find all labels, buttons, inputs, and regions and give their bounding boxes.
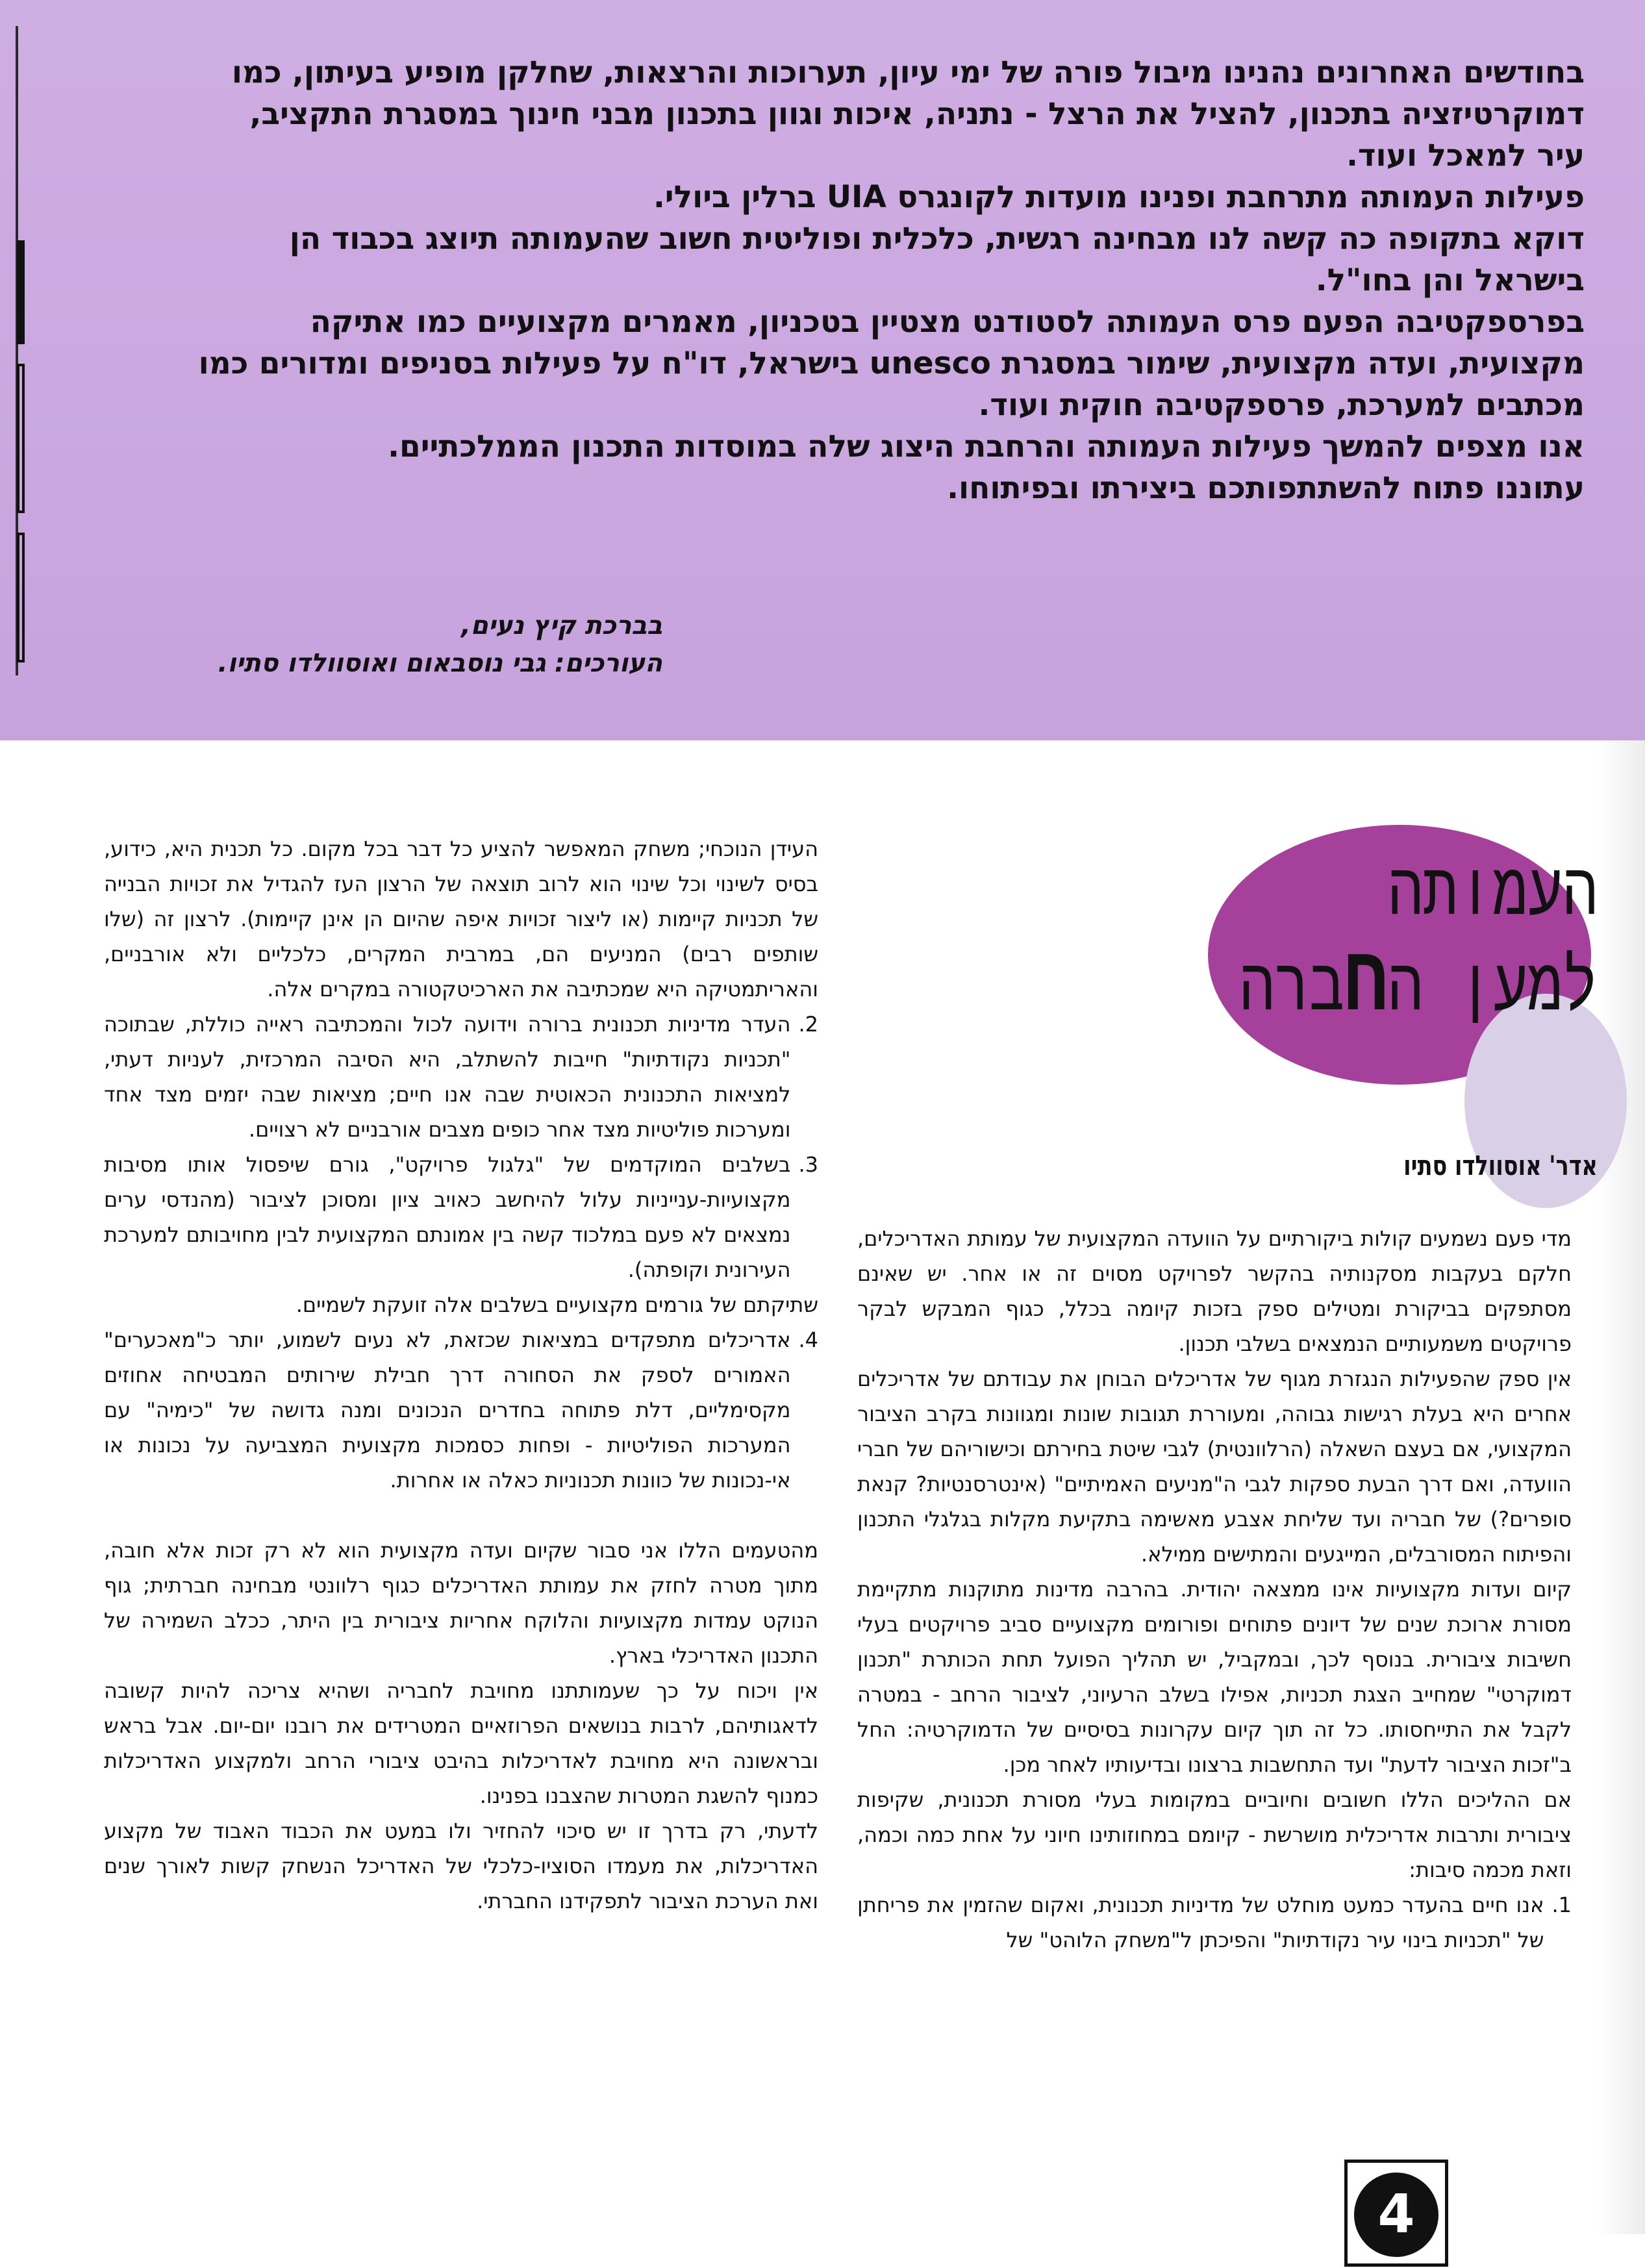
headline-part: למען ה bbox=[1388, 942, 1598, 1027]
editorial-paragraph: אנו מצפים להמשך פעילות העמותה והרחבת היצוג שלה במוסדות התכנון הממלכתיים. bbox=[388, 429, 1585, 464]
numbered-item bbox=[857, 1887, 1572, 1958]
article-paragraph: לדעתי, רק בדרך זו יש סיכוי להחזיר ולו במעט את הכבוד האבוד של מקצוע האדריכלות, את מעמדו הסוציו-כלכלי של האדריכל הנשחק קשות לאורך שנים ואת הערכת הציבור לתפקידנו החברתי. bbox=[104, 1819, 818, 1913]
article-column-left bbox=[104, 831, 818, 1919]
editorial-paragraph: בחודשים האחרונים נהנינו מיבול פורה של ימי עיון, תערוכות והרצאות, שחלקן מופיע בעיתון, כמו דמוקרטיזציה בתכנון, להציל את הרצל - נתניה, איכות וגוון בתכנון מבני חינוך במסגרת התקציב, עיר למאכל ועוד. bbox=[231, 55, 1585, 173]
item-number: 2. bbox=[798, 1012, 818, 1037]
article-paragraph: אם ההליכים הללו חשובים וחיוביים במקומות בעלי מסורת תכנונית, שקיפות ציבורית ותרבות אדריכלית מושרשת - קיומם במחוזותינו חיוני על אחת כמה וכמה, וזאת מכמה סיבות: bbox=[857, 1787, 1572, 1882]
editorial-band bbox=[0, 0, 1645, 740]
vertical-title-decoration bbox=[16, 26, 38, 675]
editorial-signature bbox=[195, 607, 662, 683]
item-number: 1. bbox=[1551, 1893, 1572, 1917]
editorial-paragraph: פעילות העמותה מתרחבת ופנינו מועדות לקונגרס UIA ברלין ביולי. bbox=[653, 179, 1585, 215]
page-number: 4 bbox=[1354, 2173, 1438, 2257]
article-paragraph: אין ספק שהפעילות הנגזרת מגוף של אדריכלים הבוחן את עבודתם של אדריכלים אחרים היא בעלת רגישות גבוהה, ומעוררת תגובות שונות ומגוונות בקרב הציבור המקצועי, אם בעצם השאלה (הרלוונטית) לגבי שיטת בחירתם וכישוריהם של חברי הוועדה, ואם דרך הבעת ספקות לגבי ה"מניעים האמיתיים" (אינטרסנטיות? קנאת סופרים?) של חבריה ועד שליחת אצבע מאשימה בתקיעת מקלות בגלגלי התכנון והפיתוח המסורבלים, המייגעים והמתישים ממילא. bbox=[857, 1367, 1572, 1567]
item-number: 3. bbox=[798, 1152, 818, 1177]
headline-line-2 bbox=[1172, 926, 1598, 1031]
decor-bar bbox=[17, 533, 25, 662]
headline-big-letter: ח bbox=[1344, 926, 1388, 1031]
article-paragraph: אין ויכוח על כך שעמותתנו מחויבת לחבריה ושהיא צריכה להיות קשובה לדאגותיהם, לרבות בנושאים הפרוזאיים המטרידים את רובנו יום-יום. אבל בראש ובראשונה היא מחויבת לאדריכלות בהיבט ציבורי הרחב ולמקצוע האדריכלות כמנוף להשגת המטרות שהצבנו בפנינו. bbox=[104, 1678, 818, 1808]
decor-bar bbox=[17, 240, 25, 344]
item-continuation: העידן הנוכחי; משחק המאפשר להציע כל דבר בכל מקום. כל תכנית היא, כידוע, בסיס לשינוי וכל שינוי הוא לרוב תוצאה של הרצון העז להגדיל את זכויות הבנייה של תכניות קיימות (או ליצור זכויות איפה שהיום הן אינן קיימות). לרצון זה (שלו שותפים רבים) המניעים הם, במרבית המקרים, כלכליים ולא אורבניים, והאריתמטיקה היא שמכתיבה את הארכיטקטורה במקרים אלה. bbox=[104, 837, 818, 1002]
article-paragraph: מהטעמים הללו אני סבור שקיום ועדה מקצועית הוא לא רק זכות אלא חובה, מתוך מטרה לחזק את עמותת האדריכלים כגוף רלוונטי מבחינה חברתית; גוף הנוקט עמדות מקצועיות והלוקח אחריות ציבורית בין היתר, ככלב השמירה של התכנון האדריכלי בארץ. bbox=[104, 1538, 818, 1668]
numbered-item bbox=[104, 1007, 818, 1147]
article-paragraph: מדי פעם נשמעים קולות ביקורתיים על הוועדה המקצועית של עמותת האדריכלים, חלקם בעקבות מסקנותיה בהקשר לפרויקט מסוים זה או אחר. יש שאינם מסתפקים בביקורת ומטילים ספק בזכות קיומה בכלל, כגוף המבקש לבקר פרויקטים משמעותיים הנמצאים בשלבי תכנון. bbox=[857, 1226, 1572, 1356]
item-text: אנו חיים בהעדר כמעט מוחלט של מדיניות תכנונית, ואקום שהזמין את פריחתן של "תכניות בינוי עיר נקודתיות" והפיכתן ל"משחק הלוהט" של bbox=[857, 1893, 1544, 1952]
numbered-item bbox=[104, 1322, 818, 1498]
item-text: העדר מדיניות תכנונית ברורה וידועה לכול והמכתיבה ראייה כוללת, שבתוכה "תכניות נקודתיות" חייבות להשתלב, היא הסיבה המרכזית, לעניות דעתי, למציאות התכנונית הכאוטית שבה אנו חיים; מציאות שבה יזמים מצד אחד ומערכות פוליטיות מצד אחר כופים מצבים אורבניים לא רצויים. bbox=[104, 1012, 791, 1142]
numbered-item bbox=[104, 1147, 818, 1287]
paragraph-gap bbox=[104, 1498, 818, 1533]
headline-part: ברה bbox=[1239, 942, 1344, 1027]
item-number: 4. bbox=[798, 1328, 818, 1352]
article-column-right bbox=[857, 1221, 1572, 1958]
headline-line-1: העמותה bbox=[1388, 847, 1598, 931]
editorial-paragraph: בפרספקטיבה הפעם פרס העמותה לסטודנט מצטיין בטכניון, מאמרים מקצועיים כמו אתיקה מקצועית, ועדה מקצועית, שימור במסגרת unesco בישראל, דו"ח על פעילות בסניפים ומדורים כמו מכתבים למערכת, פרספקטיבה חוקית ועוד. bbox=[198, 304, 1585, 423]
item-text: אדריכלים מתפקדים במציאות שכזאת, לא נעים לשמוע, יותר כ"מאכערים" האמורים לספק את הסחורה דרך חבילת שירותים המבטיחה אחוזים מקסימליים, דלת פתוחה בחדרים הנכונים ומנה גדושה של "כימיה" עם המערכות הפוליטיות - ופחות כסמכות מקצועית המצביעה על נכונות או אי-נכונות של כוונות תכנוניות כאלה או אחרות. bbox=[104, 1328, 791, 1493]
decor-bar bbox=[17, 364, 25, 513]
greeting: בברכת קיץ נעים, bbox=[460, 611, 662, 640]
editorial-text bbox=[195, 52, 1585, 509]
item-extra-line: שתיקתם של גורמים מקצועיים בשלבים אלה זועקת לשמיים. bbox=[295, 1292, 818, 1317]
page-edge-shadow bbox=[1598, 740, 1645, 2234]
article-author: אדר' אוסוולדו סתיו bbox=[1403, 1150, 1598, 1181]
article-headline bbox=[1172, 844, 1598, 1029]
page-number-box bbox=[1344, 2160, 1448, 2267]
editorial-paragraph: דוקא בתקופה כה קשה לנו מבחינה רגשית, כלכלית ופוליטית חשוב שהעמותה תיוצג בכבוד הן בישראל והן בחו"ל. bbox=[289, 221, 1585, 298]
article-paragraph: קיום ועדות מקצועיות אינו ממצאה יהודית. בהרבה מדינות מתוקנות מתקיימת מסורת ארוכת שנים של דיונים פתוחים ופורומים מקצועיים סביב פרויקטים בעלי חשיבות ציבורית. בנוסף לכך, ובמקביל, יש תהליך הפועל תחת הכותרת "תכנון דמוקרטי" שמחייב הצגת תכניות, אפילו בשלב הרעיוני, לציבור הרחב - במטרה לקבל את התייחסותו. כל זה תוך קיום עקרונות בסיסיים של הדמוקרטיה: החל ב"זכות הציבור לדעת" ועד התחשבות ברצונו ובדיעותיו לאחר מכן. bbox=[857, 1577, 1572, 1777]
editors-credit: העורכים: גבי נוסבאום ואוסוולדו סתיו. bbox=[218, 649, 662, 678]
editorial-paragraph: עתוננו פתוח להשתתפותכם ביצירתו ובפיתוחו. bbox=[947, 470, 1585, 506]
item-text: בשלבים המוקדמים של "גלגול פרויקט", גורם שיפסול אותו מסיבות מקצועיות-ענייניות עלול להיחשב כאויב ציון ומסוכן לציבור (מהנדסי ערים נמצאים לא פעם במלכוד קשה בין אמונתם המקצועית לבין מחויבותם למערכת העירונית וקופתה). bbox=[104, 1152, 791, 1282]
